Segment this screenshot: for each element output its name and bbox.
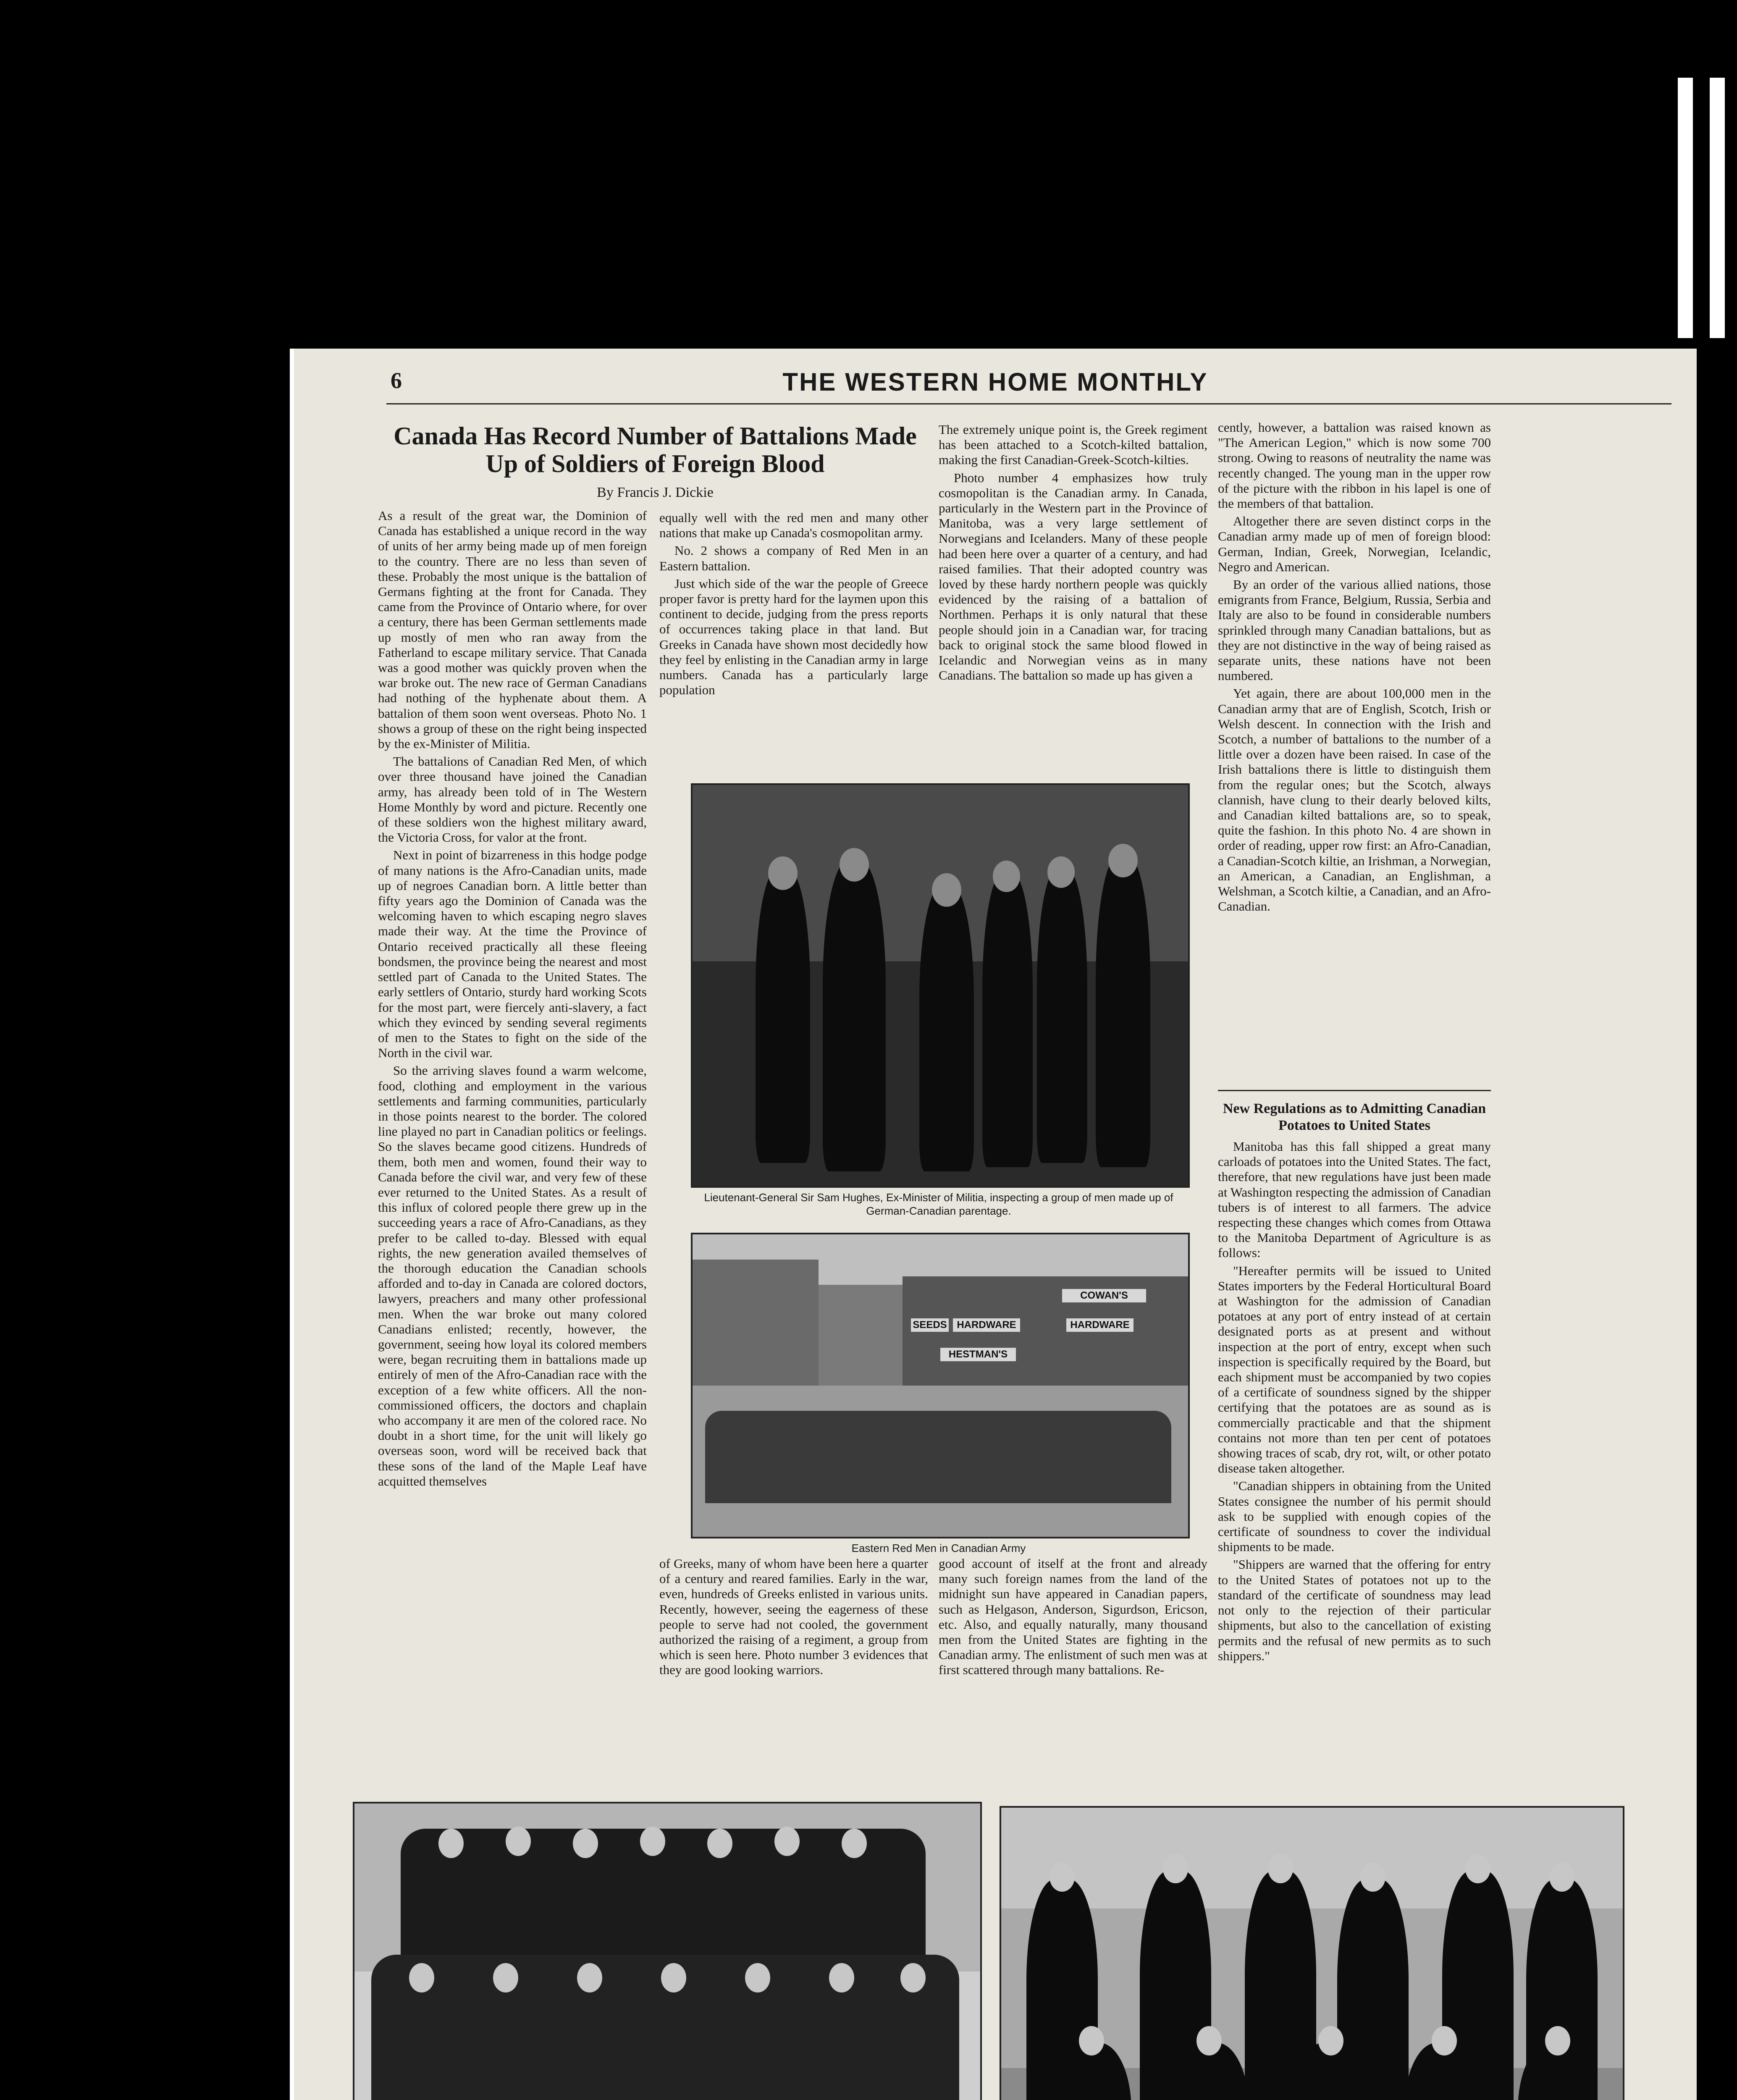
article-paragraph: So the arriving slaves found a warm welcome, food, clothing and employment in the various settlements and farming communities, particularly in those points nearest to the border. The colored line played no part in Canadian politics or feelings. So the slaves became good citizens. Hundreds of them, both men and women, found their way to Canada before the civil war, and very few of these ever returned to the United States. As a result of this influx of colored people there grew up in the succeeding years a race of Afro-Canadians, as they prefer to be called to-day. Blessed with equal rights, the new generation availed themselves of the thorough education the Canadian schools afforded and to-day in Canada are colored doctors, lawyers, preachers and many other professional men. When the war broke out many colored Canadians enlisted; recently, however, the government, seeing how loyal its colored members were, began recruiting them in battalions made up entirely of men of the Afro-Canadian race with the exception of a few white officers. All the non-commissioned officers, the doctors and chaplain who accompany it are men of the colored race. No doubt in a short time, for the unit will likely go overseas soon, word will be received back that these sons of the land of the Maple Leaf have acquitted themselves bbox=[378, 1063, 647, 1488]
article-byline: By Francis J. Dickie bbox=[597, 485, 714, 500]
article-paragraph: Yet again, there are about 100,000 men in the Canadian army that are of English, Scotch, Irish or Welsh descent. In connection with the Irish and Scotch, a number of battalions to the number of a little over a dozen have been raised. In case of the Irish battalions there is little to distinguish them from the regular ones; but the Scotch, always clannish, have clung to their dearly beloved kilts, and Canadian kilted battalions are, so to speak, quite the fashion. In this photo No. 4 are shown in order of reading, upper row first: an Afro-Canadian, a Canadian-Scotch kiltie, an Irishman, a Norwegian, an American, a Canadian, an Englishman, a Welshman, a Scotch kiltie, a Canadian, and an Afro-Canadian. bbox=[1218, 686, 1491, 914]
header-rule bbox=[386, 403, 1671, 404]
headline-block bbox=[378, 422, 932, 511]
photo-hughes-caption: Lieutenant-General Sir Sam Hughes, Ex-Minister of Militia, inspecting a group of men made up of German-Canadian parentage. bbox=[704, 1191, 1173, 1217]
sidebar-paragraph: "Hereafter permits will be issued to United States importers by the Federal Horticultural Board at Washington for the admission of Canadian potatoes at any port of entry instead of at certain designated ports as at present and without inspection at the port of entry, except when such inspection is specifically required by the Board, but each shipment must be accompanied by two copies of a certificate of soundness signed by the shipper certifying that the potatoes are as sound as is commercially practicable and that the shipment contains not more than ten per cent of potatoes showing traces of scab, dry rot, wilt, or other potato disease taken altogether. bbox=[1218, 1263, 1491, 1476]
article-headline: Canada Has Record Number of Battalions Made Up of Soldiers of Foreign Blood bbox=[394, 422, 917, 478]
page-number: 6 bbox=[391, 368, 402, 393]
storefront-sign: HESTMAN'S bbox=[940, 1348, 1016, 1361]
article-column-3-top bbox=[939, 422, 1207, 691]
article-paragraph: By an order of the various allied nations, those emigrants from France, Belgium, Russia, Serbia and Italy are also to be found in considerable numbers sprinkled through many Canadian battalions, but as they are not distinctive in the way of being raised as separate units, these nations have not been numbered. bbox=[1218, 577, 1491, 683]
storefront-sign: HARDWARE bbox=[1066, 1318, 1134, 1332]
article-column-1 bbox=[378, 508, 647, 1924]
sidebar-paragraph: Manitoba has this fall shipped a great many carloads of potatoes into the United States. The fact, therefore, that new regulations have just been made at Washington respecting the admission of Canadian tubers is of interest to all farmers. The advice respecting these changes which comes from Ottawa to the Manitoba Department of Agriculture is as follows: bbox=[1218, 1139, 1491, 1260]
article-paragraph: Just which side of the war the people of Greece proper favor is pretty hard for the laymen upon this continent to decide, judging from the press reports of occurrences taking place in that land. But Greeks in Canada have shown most decidedly how they feel by enlisting in the Canadian army in large numbers. Canada has a particularly large population bbox=[659, 576, 928, 698]
sidebar-paragraph: "Shippers are warned that the offering for entry to the United States of potatoes not up to the standard of the certificate of soundness may lead not only to the rejection of their particular shipments, but also to the cancellation of existing permits and the refusal of new permits as to such shippers." bbox=[1218, 1557, 1491, 1663]
article-paragraph: of Greeks, many of whom have been here a quarter of a century and reared families. Early in the war, even, hundreds of Greeks enlisted in various units. Recently, however, seeing the eagerness of these people to serve had not cooled, the government authorized the raising of a regiment, a group from which is seen here. Photo number 3 evidences that they are good looking warriors. bbox=[659, 1556, 928, 1677]
article-paragraph: good account of itself at the front and already many such foreign names from the land of the midnight sun have appeared in Canadian papers, such as Helgason, Anderson, Sigurdson, Ericson, etc. Also, and equally naturally, many thousand men from the United States are fighting in the Canadian army. The enlistment of such men was at first scattered through many battalions. Re- bbox=[939, 1556, 1207, 1677]
article-column-3-bottom bbox=[939, 1556, 1207, 1732]
sidebar-headline: New Regulations as to Admitting Canadian Potatoes to United States bbox=[1223, 1101, 1486, 1133]
page-header bbox=[294, 368, 1697, 401]
article-paragraph: The battalions of Canadian Red Men, of which over three thousand have joined the Canadian army, has already been told of in The Western Home Monthly by word and picture. Recently one of these soldiers won the highest military award, the Victoria Cross, for valor at the front. bbox=[378, 754, 647, 845]
article-column-2-bottom bbox=[659, 1556, 928, 1732]
article-paragraph: No. 2 shows a company of Red Men in an Eastern battalion. bbox=[659, 543, 928, 573]
article-paragraph: Photo number 4 emphasizes how truly cosmopolitan is the Canadian army. In Canada, particularly in the Western part in the Province of Manitoba, was a very large settlement of Norwegians and Icelanders. Many of these people had been here over a quarter of a century, and had raised families. That their adopted country was loved by these hardy northern people was quickly evidenced by the raising of a battalion of Northmen. Perhaps it is only natural that these people should join in a Canadian war, for tracing back to original stock the same blood flowed in Icelandic and Norwegian veins as in many Canadians. The battalion so made up has given a bbox=[939, 470, 1207, 683]
photo-hughes-inspection bbox=[691, 783, 1190, 1188]
photo-greek-company bbox=[353, 1802, 982, 2100]
storefront-sign: COWAN'S bbox=[1062, 1289, 1146, 1302]
storefront-sign: HARDWARE bbox=[953, 1318, 1020, 1332]
film-marker-top bbox=[1678, 78, 1725, 338]
photo-assorted-soldiers bbox=[1000, 1806, 1624, 2100]
magazine-page bbox=[294, 349, 1697, 2100]
photo-eastern-red-men bbox=[691, 1233, 1190, 1538]
storefront-sign: SEEDS bbox=[911, 1318, 949, 1332]
photo-eastern-caption: Eastern Red Men in Canadian Army bbox=[851, 1542, 1026, 1554]
article-paragraph: The extremely unique point is, the Greek regiment has been attached to a Scotch-kilted battalion, making the first Canadian-Greek-Scotch-kilties. bbox=[939, 422, 1207, 467]
article-paragraph: As a result of the great war, the Dominion of Canada has established a unique record in the way of units of her army being made up of men foreign to the country. There are no less than seven of these. Probably the most unique is the battalion of Germans fighting at the front for Canada. They came from the Province of Ontario where, for over a century, there has been German settlements made up mostly of men who ran away from the Fatherland to escape military service. That Canada was a good mother was quickly proven when the war broke out. The new race of German Canadians had nothing of the hyphenate about them. A battalion of them soon went overseas. Photo No. 1 shows a group of these on the right being inspected by the ex-Minister of Militia. bbox=[378, 508, 647, 751]
section-divider bbox=[1218, 1090, 1491, 1091]
article-column-2-top bbox=[659, 510, 928, 698]
article-paragraph: equally well with the red men and many other nations that make up Canada's cosmopolitan army. bbox=[659, 510, 928, 541]
magazine-title: THE WESTERN HOME MONTHLY bbox=[782, 368, 1208, 396]
article-column-4 bbox=[1218, 420, 1491, 1088]
article-paragraph: Next in point of bizarreness in this hodge podge of many nations is the Afro-Canadian units, made up of negroes Canadian born. A little better than fifty years ago the Dominion of Canada was the welcoming haven to which escaping negro slaves made their way. At the time the Province of Ontario received practically all these fleeing bondsmen, the province being the nearest and most settled part of Canada to the United States. The early settlers of Ontario, sturdy hard working Scots for the most part, were fiercely anti-slavery, a fact which they evinced by sending several regiments of men to the States to fight on the side of the North in the civil war. bbox=[378, 848, 647, 1060]
article-paragraph: cently, however, a battalion was raised known as "The American Legion," which is now some 700 strong. Owing to reasons of neutrality the name was recently changed. The young man in the upper row of the picture with the ribbon in his lapel is one of the members of that battalion. bbox=[1218, 420, 1491, 511]
sidebar-paragraph: "Canadian shippers in obtaining from the United States consignee the number of his permit should ask to be supplied with enough copies of the certificate of soundness to cover the individual shipments to be made. bbox=[1218, 1478, 1491, 1554]
article-paragraph: Altogether there are seven distinct corps in the Canadian army made up of men of foreign blood: German, Indian, Greek, Norwegian, Icelandic, Negro and American. bbox=[1218, 514, 1491, 574]
